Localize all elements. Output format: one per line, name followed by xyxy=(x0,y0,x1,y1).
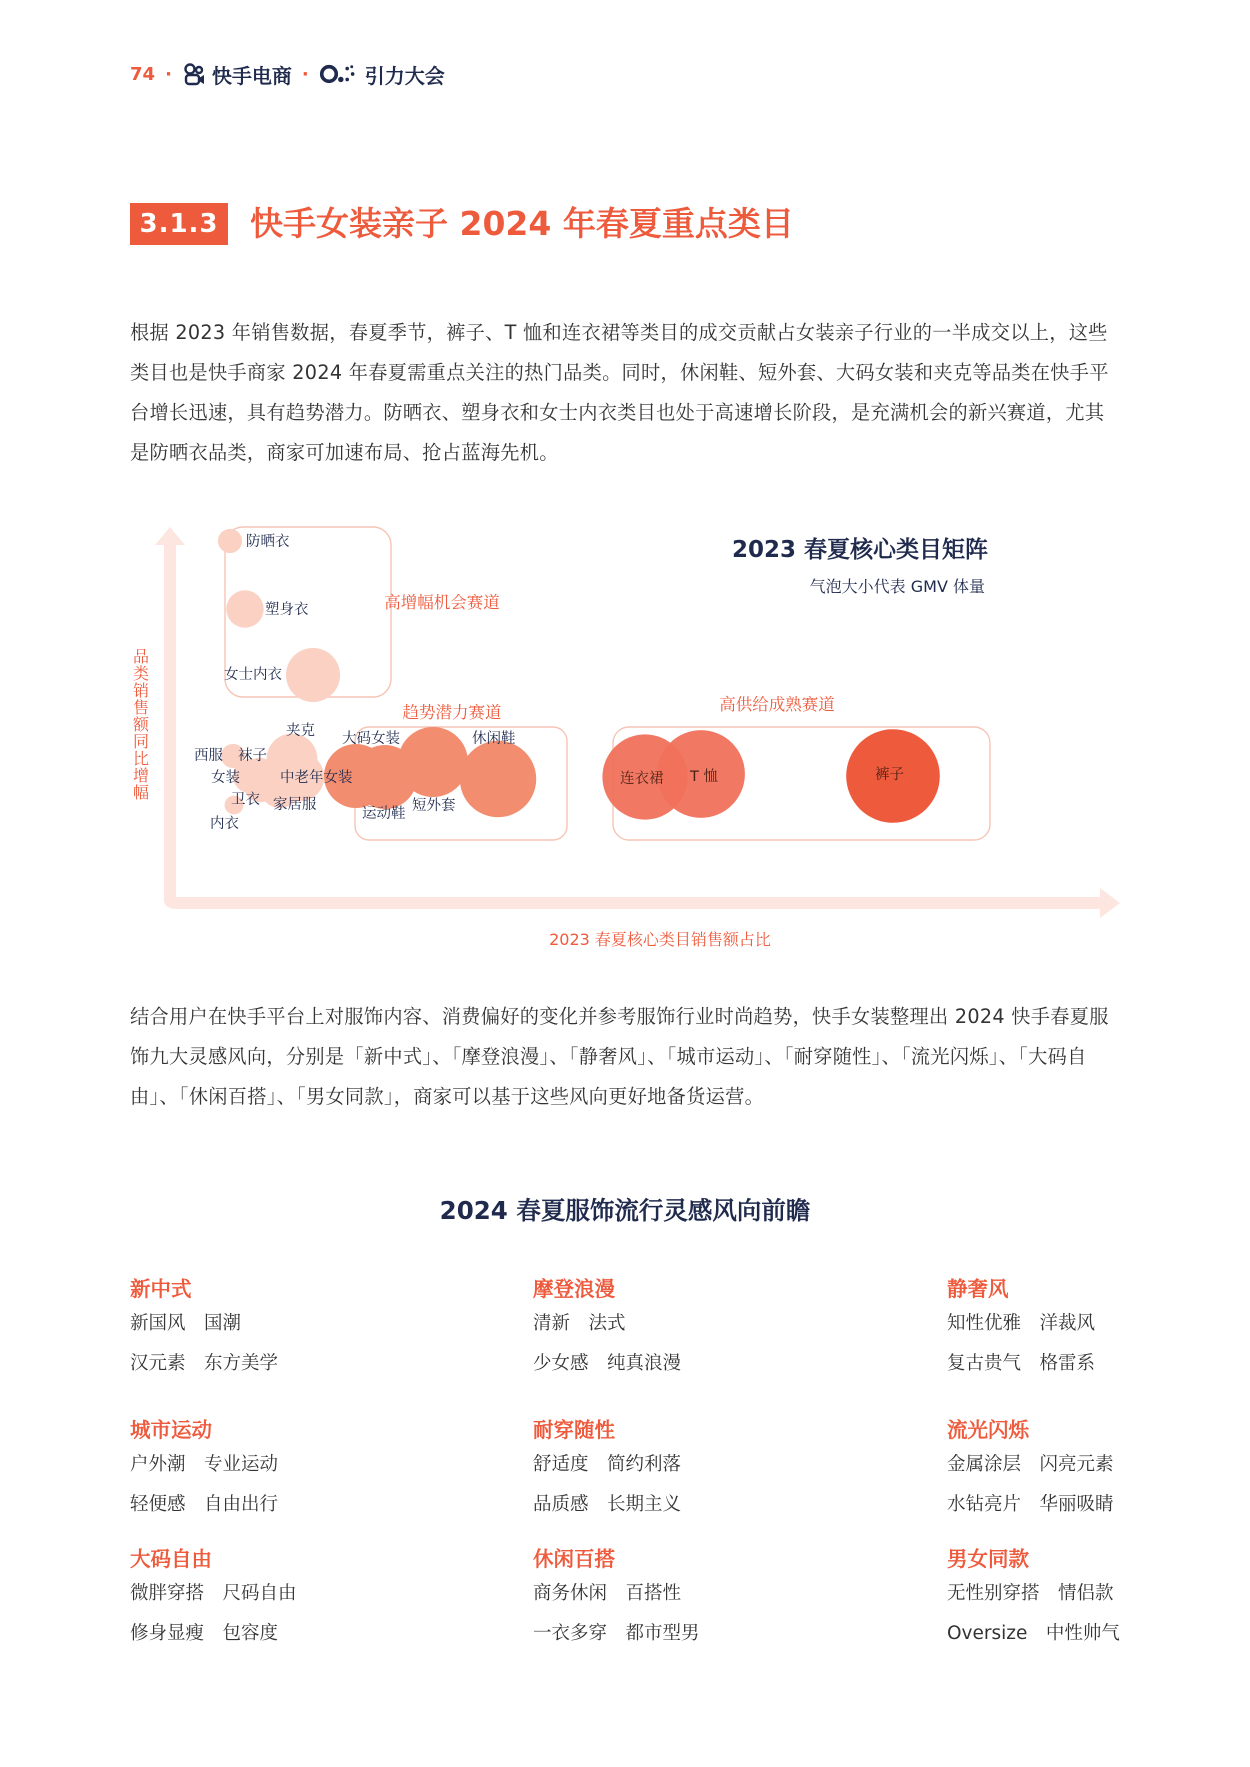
bubble-label: 塑身衣 xyxy=(265,602,309,618)
bubble-point xyxy=(460,741,536,817)
trend-keywords: 商务休闲 百搭性 xyxy=(533,1583,682,1604)
bubble-label: 家居服 xyxy=(273,797,317,813)
bubble-label: 休闲鞋 xyxy=(472,731,516,747)
bubble-chart-svg xyxy=(130,515,1130,955)
group-label: 高增幅机会赛道 xyxy=(384,593,500,612)
bubble-label: T 恤 xyxy=(690,769,718,785)
trend-name: 男女同款 xyxy=(947,1547,1029,1571)
intro-paragraph: 根据 2023 年销售数据，春夏季节，裤子、T 恤和连衣裙等类目的成交贡献占女装亲子行业的一半成交以上，这些类目也是快手商家 2024 年春夏需重点关注的热门品类。同时，休闲鞋、短外套、大码女装和夹克等品类在快手平台增长迅速，具有趋势潜力。防晒衣、塑身衣和女士内衣类目也处于高速增长阶段，是充满机会的新兴赛道，尤其是防晒衣品类，商家可加速布局、抢占蓝海先机。 xyxy=(130,321,1109,464)
bubble-label: 内衣 xyxy=(210,816,239,832)
bubble-label: 卫衣 xyxy=(231,792,260,808)
trend-name: 摩登浪漫 xyxy=(533,1277,615,1301)
bubble-label: 短外套 xyxy=(412,798,456,814)
bubble-point xyxy=(398,727,468,797)
trend-keywords: 户外潮 专业运动 xyxy=(130,1454,279,1475)
trend-keywords: 少女感 纯真浪漫 xyxy=(533,1353,682,1374)
trend-keywords: 水钻亮片 华丽吸睛 xyxy=(947,1494,1114,1515)
kuaishou-ecommerce-logo xyxy=(182,60,292,89)
trend-name: 新中式 xyxy=(130,1277,192,1301)
bubble-label: 袜子 xyxy=(238,748,267,764)
trend-item xyxy=(130,1274,390,1384)
trend-keywords: 一衣多穿 都市型男 xyxy=(533,1623,700,1644)
trend-keywords: 汉元素 东方美学 xyxy=(130,1353,279,1374)
trend-item xyxy=(947,1415,1207,1525)
bubble-label: 裤子 xyxy=(875,767,904,783)
trend-keywords: 微胖穿搭 尺码自由 xyxy=(130,1583,297,1604)
bubble-label: 连衣裙 xyxy=(620,771,664,787)
group-label: 趋势潜力赛道 xyxy=(402,703,502,722)
bubble-label: 运动鞋 xyxy=(362,806,406,822)
trend-keywords: 修身显瘦 包容度 xyxy=(130,1623,279,1644)
bubble-label: 女装 xyxy=(211,770,240,786)
trends-section-title: 2024 春夏服饰流行灵感风向前瞻 xyxy=(439,1196,811,1225)
trend-keywords: 知性优雅 洋裁风 xyxy=(947,1313,1096,1334)
bubble-label: 夹克 xyxy=(286,723,315,739)
trend-item xyxy=(533,1274,793,1384)
bubble-label: 防晒衣 xyxy=(246,534,290,550)
bubble-point xyxy=(226,590,263,627)
yinli-conference-logo xyxy=(319,60,445,89)
trend-keywords: 清新 法式 xyxy=(533,1313,626,1334)
y-axis-label: 品类销售额同比增幅 xyxy=(130,648,150,801)
category-matrix-chart xyxy=(130,515,1130,955)
page-header xyxy=(130,58,445,90)
bubble-label: 西服 xyxy=(194,748,223,764)
page-number: 74 xyxy=(130,63,156,85)
x-axis-label: 2023 春夏核心类目销售额占比 xyxy=(549,930,771,949)
kuaishou-logo-icon xyxy=(182,62,206,86)
bubble-label: 中老年女装 xyxy=(280,770,353,786)
bubble-label: 大码女装 xyxy=(342,731,400,747)
trend-keywords: 舒适度 简约利落 xyxy=(533,1454,682,1475)
trend-keywords: Oversize 中性帅气 xyxy=(947,1623,1120,1644)
trend-name: 休闲百搭 xyxy=(533,1547,615,1571)
trend-item xyxy=(947,1544,1207,1654)
group-label: 高供给成熟赛道 xyxy=(719,695,835,714)
trend-keywords: 金属涂层 闪亮元素 xyxy=(947,1454,1114,1475)
trend-name: 大码自由 xyxy=(130,1547,212,1571)
bubble-label: 女士内衣 xyxy=(224,667,282,683)
chart-subtitle: 气泡大小代表 GMV 体量 xyxy=(809,577,985,596)
trend-keywords: 轻便感 自由出行 xyxy=(130,1494,279,1515)
trend-item xyxy=(947,1274,1207,1384)
section-title: 快手女装亲子 2024 年春夏重点类目 xyxy=(250,204,794,243)
trend-name: 耐穿随性 xyxy=(533,1418,615,1442)
brand-name-kuaishou: 快手电商 xyxy=(211,63,292,88)
header-separator-2: · xyxy=(301,63,309,85)
bubble-point xyxy=(286,648,340,702)
trend-item xyxy=(130,1544,390,1654)
trends-intro-paragraph: 结合用户在快手平台上对服饰内容、消费偏好的变化并参考服饰行业时尚趋势，快手女装整理出 2024 快手春夏服饰九大灵感风向，分别是「新中式」、「摩登浪漫」、「静奢风」、「城市运动」、「耐穿随性」、「流光闪烁」、「大码自由」、「休闲百搭」、「男女同款」，商家可以基于这些风向更好地备货运营。 xyxy=(130,1005,1109,1108)
trend-keywords: 复古贵气 格雷系 xyxy=(947,1353,1096,1374)
header-separator: · xyxy=(165,63,172,85)
trend-item xyxy=(130,1415,390,1525)
trend-keywords: 品质感 长期主义 xyxy=(533,1494,682,1515)
trend-name: 静奢风 xyxy=(947,1277,1009,1301)
trend-keywords: 新国风 国潮 xyxy=(130,1313,242,1334)
trend-item xyxy=(533,1544,793,1654)
trend-name: 流光闪烁 xyxy=(947,1418,1029,1442)
trend-item xyxy=(533,1415,793,1525)
chart-title: 2023 春夏核心类目矩阵 xyxy=(731,537,988,563)
trend-keywords: 无性别穿搭 情侣款 xyxy=(947,1583,1114,1604)
bubble-point xyxy=(218,529,242,553)
yinli-logo-icon xyxy=(319,62,359,86)
section-number-badge: 3.1.3 xyxy=(130,203,228,245)
brand-name-yinli: 引力大会 xyxy=(364,63,445,88)
trend-name: 城市运动 xyxy=(130,1418,212,1442)
